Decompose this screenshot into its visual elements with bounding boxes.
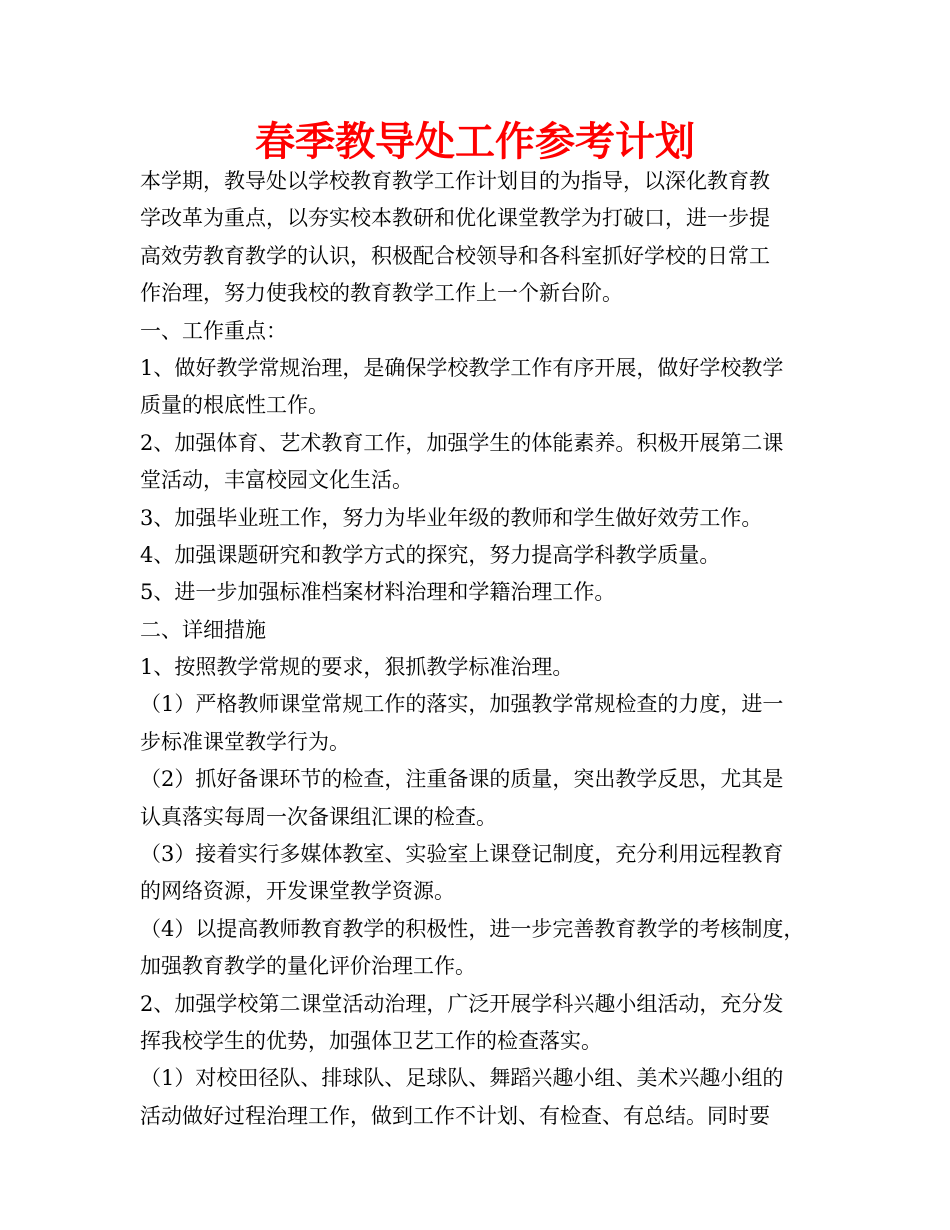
section-heading: 一、工作重点： — [140, 318, 287, 343]
body-line: 3、加强毕业班工作，努力为毕业年级的教师和学生做好效劳工作。 — [140, 505, 763, 530]
body-line: （3）接着实行多媒体教室、实验室上课登记制度，充分利用远程教育 — [140, 842, 784, 867]
body-line: 本学期，教导处以学校教育教学工作计划目的为指导，以深化教育教 — [140, 169, 770, 193]
body-line: （1）对校田径队、排球队、足球队、舞蹈兴趣小组、美术兴趣小组的 — [140, 1066, 784, 1091]
body-line: 1、按照教学常规的要求，狠抓教学标准治理。 — [140, 655, 574, 680]
section-heading: 二、详细措施 — [140, 617, 266, 642]
document-title: 春季教导处工作参考计划 — [255, 119, 695, 165]
body-line: 学改革为重点，以夯实校本教研和优化课堂教学为打破口，进一步提 — [140, 206, 770, 231]
body-line: （1）严格教师课堂常规工作的落实，加强教学常规检查的力度，进一 — [140, 692, 784, 717]
body-line: 2、加强学校第二课堂活动治理，广泛开展学科兴趣小组活动，充分发 — [140, 991, 784, 1016]
body-line: 的网络资源，开发课堂教学资源。 — [140, 879, 455, 904]
body-line: 2、加强体育、艺术教育工作，加强学生的体能素养。积极开展第二课 — [140, 430, 784, 455]
body-line: 作治理，努力使我校的教育教学工作上一个新台阶。 — [140, 281, 623, 306]
body-line: 堂活动，丰富校园文化生活。 — [140, 468, 413, 493]
body-line: （2）抓好备课环节的检查，注重备课的质量，突出教学反思，尤其是 — [140, 767, 784, 792]
body-line: 5、进一步加强标准档案材料治理和学籍治理工作。 — [140, 580, 616, 605]
body-line: 高效劳教育教学的认识，积极配合校领导和各科室抓好学校的日常工 — [140, 243, 770, 268]
body-line: 活动做好过程治理工作，做到工作不计划、有检查、有总结。同时要 — [140, 1103, 770, 1128]
body-line: 4、加强课题研究和教学方式的探究，努力提高学科教学质量。 — [140, 542, 721, 567]
document-body — [140, 163, 830, 1135]
body-line: 质量的根底性工作。 — [140, 393, 329, 418]
body-line: 认真落实每周一次备课组汇课的检查。 — [140, 804, 497, 829]
body-line: 加强教育教学的量化评价治理工作。 — [140, 954, 476, 979]
body-line: 挥我校学生的优势，加强体卫艺工作的检查落实。 — [140, 1028, 602, 1053]
body-line: 步标准课堂教学行为。 — [140, 729, 350, 754]
body-line: 1、做好教学常规治理，是确保学校教学工作有序开展，做好学校教学 — [140, 355, 784, 380]
body-line: （4）以提高教师教育教学的积极性，进一步完善教育教学的考核制度， — [140, 916, 805, 941]
